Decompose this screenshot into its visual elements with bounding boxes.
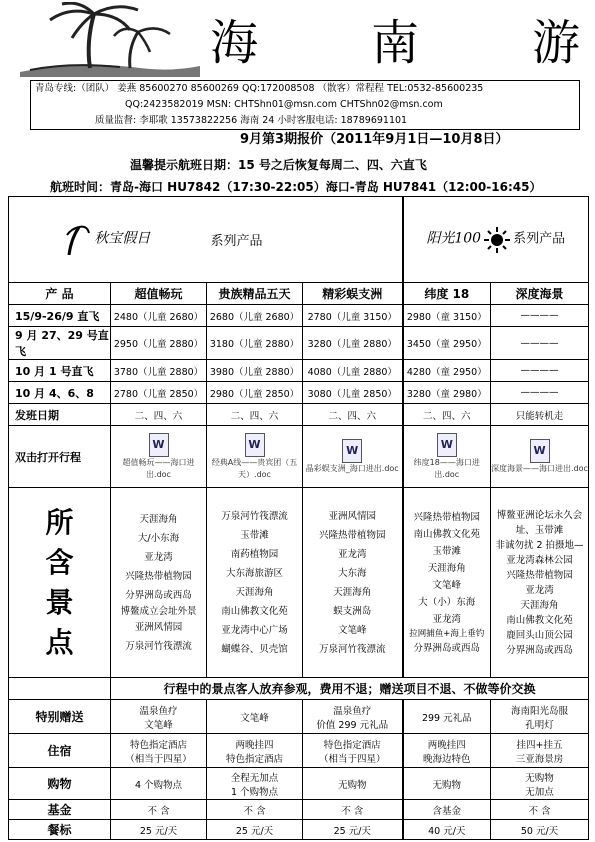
- price-row-label: 9 月 27、29 号直飞: [9, 327, 111, 360]
- shop-cell: [403, 768, 491, 800]
- spot-item: 万泉河竹筏漂流: [319, 643, 386, 655]
- shop-line: 1 个购物点: [230, 786, 279, 798]
- spot-item: 南山佛教文化苑: [413, 528, 481, 540]
- spot-item: 兴隆热带植物园: [125, 570, 192, 582]
- price-cell: 3780（儿童 2880）: [111, 360, 207, 382]
- hotel-line: 特色指定酒店: [129, 739, 187, 751]
- gift-cell: [111, 700, 207, 734]
- price-row: [9, 360, 589, 382]
- gift-line: 价值 299 元礼品: [316, 719, 389, 731]
- fund-cell: 不 含: [491, 800, 589, 820]
- doc-filename: 深度海景——海口进出.doc: [491, 463, 588, 473]
- issue-date: 9月第3期报价（2011年9月1日—10月8日）: [240, 132, 509, 147]
- product-name-4: 纬度 18: [403, 283, 491, 305]
- meal-cell: 25 元/天: [111, 820, 207, 840]
- itinerary-doc-4[interactable]: [403, 426, 491, 488]
- spot-item: 兴隆热带植物园: [506, 569, 573, 581]
- spot-item: 分界洲岛或西岛: [506, 644, 573, 656]
- spot-item: 亚龙湾: [525, 584, 554, 596]
- gift-cell: [207, 700, 303, 734]
- gift-cell: [303, 700, 403, 734]
- spot-item: 南山佛教文化苑: [506, 614, 573, 626]
- meal-label: 餐标: [9, 820, 111, 840]
- meal-cell: 50 元/天: [491, 820, 589, 840]
- hotel-line: 挂四+挂五: [516, 739, 563, 751]
- product-name-1: 超值畅玩: [111, 283, 207, 305]
- meal-cell: 25 元/天: [303, 820, 403, 840]
- product-name-3: 精彩蜈支洲: [303, 283, 403, 305]
- spot-item: 大东海旅游区: [225, 567, 283, 579]
- itinerary-doc-3[interactable]: [303, 426, 403, 488]
- spots-list-1: [111, 488, 207, 678]
- notice-row: [9, 678, 589, 700]
- shop-cell: [207, 768, 303, 800]
- doc-filename: 晶彩蜈支洲_海口进出.doc: [305, 463, 399, 473]
- brand-row: [9, 197, 589, 283]
- depart-label: 发班日期: [9, 404, 111, 426]
- fund-cell: 含基金: [403, 800, 491, 820]
- itinerary-row: [9, 426, 589, 488]
- hotel-cell: [303, 734, 403, 768]
- spots-list-3: [303, 488, 403, 678]
- spot-item: 博鳌成立会址外景: [120, 605, 197, 617]
- depart-cell: 二、四、六: [303, 404, 403, 426]
- spots-list-5: [491, 488, 589, 678]
- hotel-line: （相当于四星）: [319, 753, 386, 765]
- spot-item: 拉网捕鱼+海上垂钓: [409, 628, 485, 639]
- gift-line: 文笔峰: [240, 712, 269, 724]
- left-series-label: 系列产品: [207, 197, 403, 283]
- price-cell: 3180（儿童 2880）: [207, 327, 303, 360]
- price-cell: 4280（童 2950）: [403, 360, 491, 382]
- spots-list-4: [403, 488, 491, 678]
- depart-cell: 只能转机走: [491, 404, 589, 426]
- spots-list-2: [207, 488, 303, 678]
- shop-cell: [303, 768, 403, 800]
- shop-line: 无加点: [525, 786, 554, 798]
- contact-box: [30, 80, 580, 130]
- fund-label: 基金: [9, 800, 111, 820]
- spot-item: 兴隆热带植物园: [319, 529, 386, 541]
- spot-item: 博鳌亚洲论坛永久会址、玉带滩: [496, 509, 583, 536]
- price-cell: 2780（儿童 3150）: [303, 305, 403, 327]
- shop-line: 全程无加点: [230, 772, 279, 784]
- depart-row: [9, 404, 589, 426]
- price-cell: 2950（儿童 2880）: [111, 327, 207, 360]
- spot-item: 万泉河竹筏漂流: [221, 510, 288, 522]
- spot-item: 文笔峰: [432, 579, 462, 591]
- gift-line: 文笔峰: [144, 719, 173, 731]
- spot-item: 南山佛教文化苑: [221, 605, 288, 617]
- price-cell: 3980（儿童 2880）: [207, 360, 303, 382]
- fund-cell: 不 含: [207, 800, 303, 820]
- hotel-row: [9, 734, 589, 768]
- word-doc-icon: W: [437, 433, 457, 457]
- price-table: [8, 196, 589, 840]
- itinerary-doc-1[interactable]: [111, 426, 207, 488]
- notice-text: 行程中的景点客人放弃参观，费用不退；赠送项目不退、不做等价交换: [111, 678, 589, 700]
- spot-item: 天涯海角: [333, 586, 372, 598]
- shop-cell: [491, 768, 589, 800]
- gift-line: 海南阳光岛服: [511, 705, 569, 717]
- hotel-line: 特色指定酒店: [323, 739, 381, 751]
- hotel-line: 三亚海景房: [515, 753, 564, 765]
- contact-line-3: 质量监督: 李耶歌 13573822256 海南 24 小时客服电话: 18789691101: [95, 115, 408, 126]
- spot-item: 亚洲风情园: [328, 510, 377, 522]
- spot-item: 亚龙湾中心广场: [221, 624, 288, 636]
- itinerary-doc-5[interactable]: [491, 426, 589, 488]
- price-cell: 2480（儿童 2680）: [111, 305, 207, 327]
- spots-label-char: 点: [45, 625, 74, 659]
- price-cell: 2680（儿童 2680）: [207, 305, 303, 327]
- price-row-label: 15/9-26/9 直飞: [9, 305, 111, 327]
- price-row-label: 10 月 1 号直飞: [9, 360, 111, 382]
- price-cell: 3280（童 2980）: [403, 382, 491, 404]
- hotel-label: 住宿: [9, 734, 111, 768]
- hotel-cell: [111, 734, 207, 768]
- meal-cell: 25 元/天: [207, 820, 303, 840]
- price-cell: ————: [491, 305, 589, 327]
- spot-item: 文笔峰: [338, 624, 367, 636]
- contact-line-2: QQ:2423582019 MSN: CHTShn01@msn.com CHTShn02@msn.com: [125, 99, 443, 110]
- price-row-label: 10 月 4、6、8: [9, 382, 111, 404]
- hotel-cell: [403, 734, 491, 768]
- spots-label-char: 景: [45, 585, 74, 619]
- gift-row: [9, 700, 589, 734]
- price-cell: 3080（儿童 2850）: [303, 382, 403, 404]
- price-cell: 4080（儿童 2880）: [303, 360, 403, 382]
- meal-row: [9, 820, 589, 840]
- spot-item: 万泉河竹筏漂流: [125, 640, 192, 652]
- spot-item: 大东海: [338, 567, 367, 579]
- price-cell: ————: [491, 360, 589, 382]
- contact-line-1: 青岛专线:（团队） 姜燕 85600270 85600269 QQ:172008508 （散客）常程程 TEL:0532-85600235: [35, 83, 484, 94]
- sun-icon: [484, 227, 510, 253]
- product-header-row: [9, 283, 589, 305]
- left-brand-name: 秋宝假日: [94, 230, 151, 246]
- hotel-line: （相当于四星）: [125, 753, 192, 765]
- gift-line: 孔明灯: [525, 719, 554, 731]
- shop-row: [9, 768, 589, 800]
- left-logo-mark-icon: [65, 223, 91, 257]
- title-char-3: 游: [531, 14, 580, 71]
- gift-cell: [403, 700, 491, 734]
- palm-beach-illustration: [20, 2, 200, 77]
- title-char-2: 南: [370, 14, 419, 71]
- word-doc-icon: W: [149, 433, 169, 457]
- gift-cell: [491, 700, 589, 734]
- hotel-cell: [491, 734, 589, 768]
- spots-label-char: 含: [45, 545, 74, 579]
- left-brand-logo: [9, 197, 207, 283]
- product-header-label: 产 品: [9, 283, 111, 305]
- spot-item: 天涯海角: [139, 513, 178, 525]
- spot-item: 亚龙湾: [432, 613, 462, 625]
- fund-cell: 不 含: [303, 800, 403, 820]
- spot-item: 兴隆热带植物园: [413, 511, 481, 523]
- spot-item: 亚龙湾: [338, 548, 367, 560]
- spot-item: 大（小）东海: [418, 596, 476, 608]
- price-cell: 2980（儿童 2850）: [207, 382, 303, 404]
- hotel-line: 特色指定酒店: [225, 753, 283, 765]
- spot-item: 亚洲风情园: [134, 621, 183, 633]
- right-brand-logo: [403, 197, 589, 283]
- spots-row: [9, 488, 589, 678]
- gift-line: 温泉鱼疗: [139, 705, 178, 717]
- spot-item: 天涯海角: [427, 562, 466, 574]
- gift-line: 温泉鱼疗: [333, 705, 372, 717]
- price-cell: 2980（童 3150）: [403, 305, 491, 327]
- word-doc-icon: W: [530, 439, 550, 463]
- spot-item: 分界洲岛或西岛: [125, 589, 192, 601]
- title-char-1: 海: [210, 14, 259, 71]
- product-name-5: 深度海景: [491, 283, 589, 305]
- shop-line: 无购物: [525, 772, 554, 784]
- spots-label: [9, 488, 111, 678]
- hotel-cell: [207, 734, 303, 768]
- price-cell: ————: [491, 327, 589, 360]
- right-series-label: 系列产品: [513, 231, 566, 246]
- price-cell: 2780（儿童 2850）: [111, 382, 207, 404]
- spot-item: 南药植物园: [230, 548, 279, 560]
- price-cell: ————: [491, 382, 589, 404]
- word-doc-icon: W: [342, 439, 362, 463]
- price-row: [9, 382, 589, 404]
- itinerary-doc-2[interactable]: [207, 426, 303, 488]
- spot-item: 亚龙湾: [144, 551, 173, 563]
- spot-item: 分界洲岛或西岛: [413, 642, 481, 654]
- flight-tip: 温馨提示航班日期：15 号之后恢复每周二、四、六直飞: [130, 158, 427, 172]
- depart-cell: 二、四、六: [403, 404, 491, 426]
- itinerary-label: 双击打开行程: [9, 426, 111, 488]
- spot-item: 玉带滩: [240, 529, 269, 541]
- spot-item: 非诚勿扰 2 拍摄地—亚龙湾森林公园: [495, 539, 584, 566]
- shop-cell: [111, 768, 207, 800]
- spot-item: 天涯海角: [235, 586, 274, 598]
- price-cell: 3280（儿童 2880）: [303, 327, 403, 360]
- spot-item: 大/小东海: [137, 532, 180, 544]
- shop-label: 购物: [9, 768, 111, 800]
- doc-filename: 经典A线——贵宾团（五天）.doc: [211, 457, 298, 479]
- price-cell: 3450（童 2950）: [403, 327, 491, 360]
- fund-cell: 不 含: [111, 800, 207, 820]
- fund-row: [9, 800, 589, 820]
- shop-line: 无购物: [432, 779, 462, 791]
- page-title: [210, 8, 580, 71]
- price-row: [9, 327, 589, 360]
- spot-item: 天涯海角: [520, 599, 559, 611]
- spot-item: 鹿回头山顶公园: [506, 629, 573, 641]
- meal-cell: 40 元/天: [403, 820, 491, 840]
- depart-cell: 二、四、六: [111, 404, 207, 426]
- flight-times: 航班时间：青岛-海口 HU7842（17:30-22:05）海口-青岛 HU7841（12:00-16:45）: [50, 180, 542, 194]
- hotel-line: 两晚挂四: [235, 739, 274, 751]
- spots-label-char: 所: [45, 505, 74, 539]
- doc-filename: 超值畅玩——海口进出.doc: [122, 457, 195, 479]
- spot-item: 蜈支洲岛: [333, 605, 372, 617]
- word-doc-icon: W: [245, 433, 265, 457]
- spot-item: 蝴蝶谷、贝壳馆: [221, 643, 288, 655]
- hotel-line: 两晚挂四: [427, 739, 466, 751]
- shop-line: 无购物: [338, 779, 367, 791]
- gift-line: 299 元礼品: [421, 712, 472, 724]
- gift-label: 特别赠送: [9, 700, 111, 734]
- right-brand-name: 阳光100: [426, 230, 482, 246]
- hotel-line: 晚海边特色: [423, 753, 471, 765]
- price-row: [9, 305, 589, 327]
- depart-cell: 二、四、六: [207, 404, 303, 426]
- spot-item: 玉带滩: [432, 545, 462, 557]
- doc-filename: 纬度18——海口进出.doc: [413, 457, 480, 479]
- shop-line: 4 个购物点: [134, 779, 183, 791]
- product-name-2: 贵族精品五天: [207, 283, 303, 305]
